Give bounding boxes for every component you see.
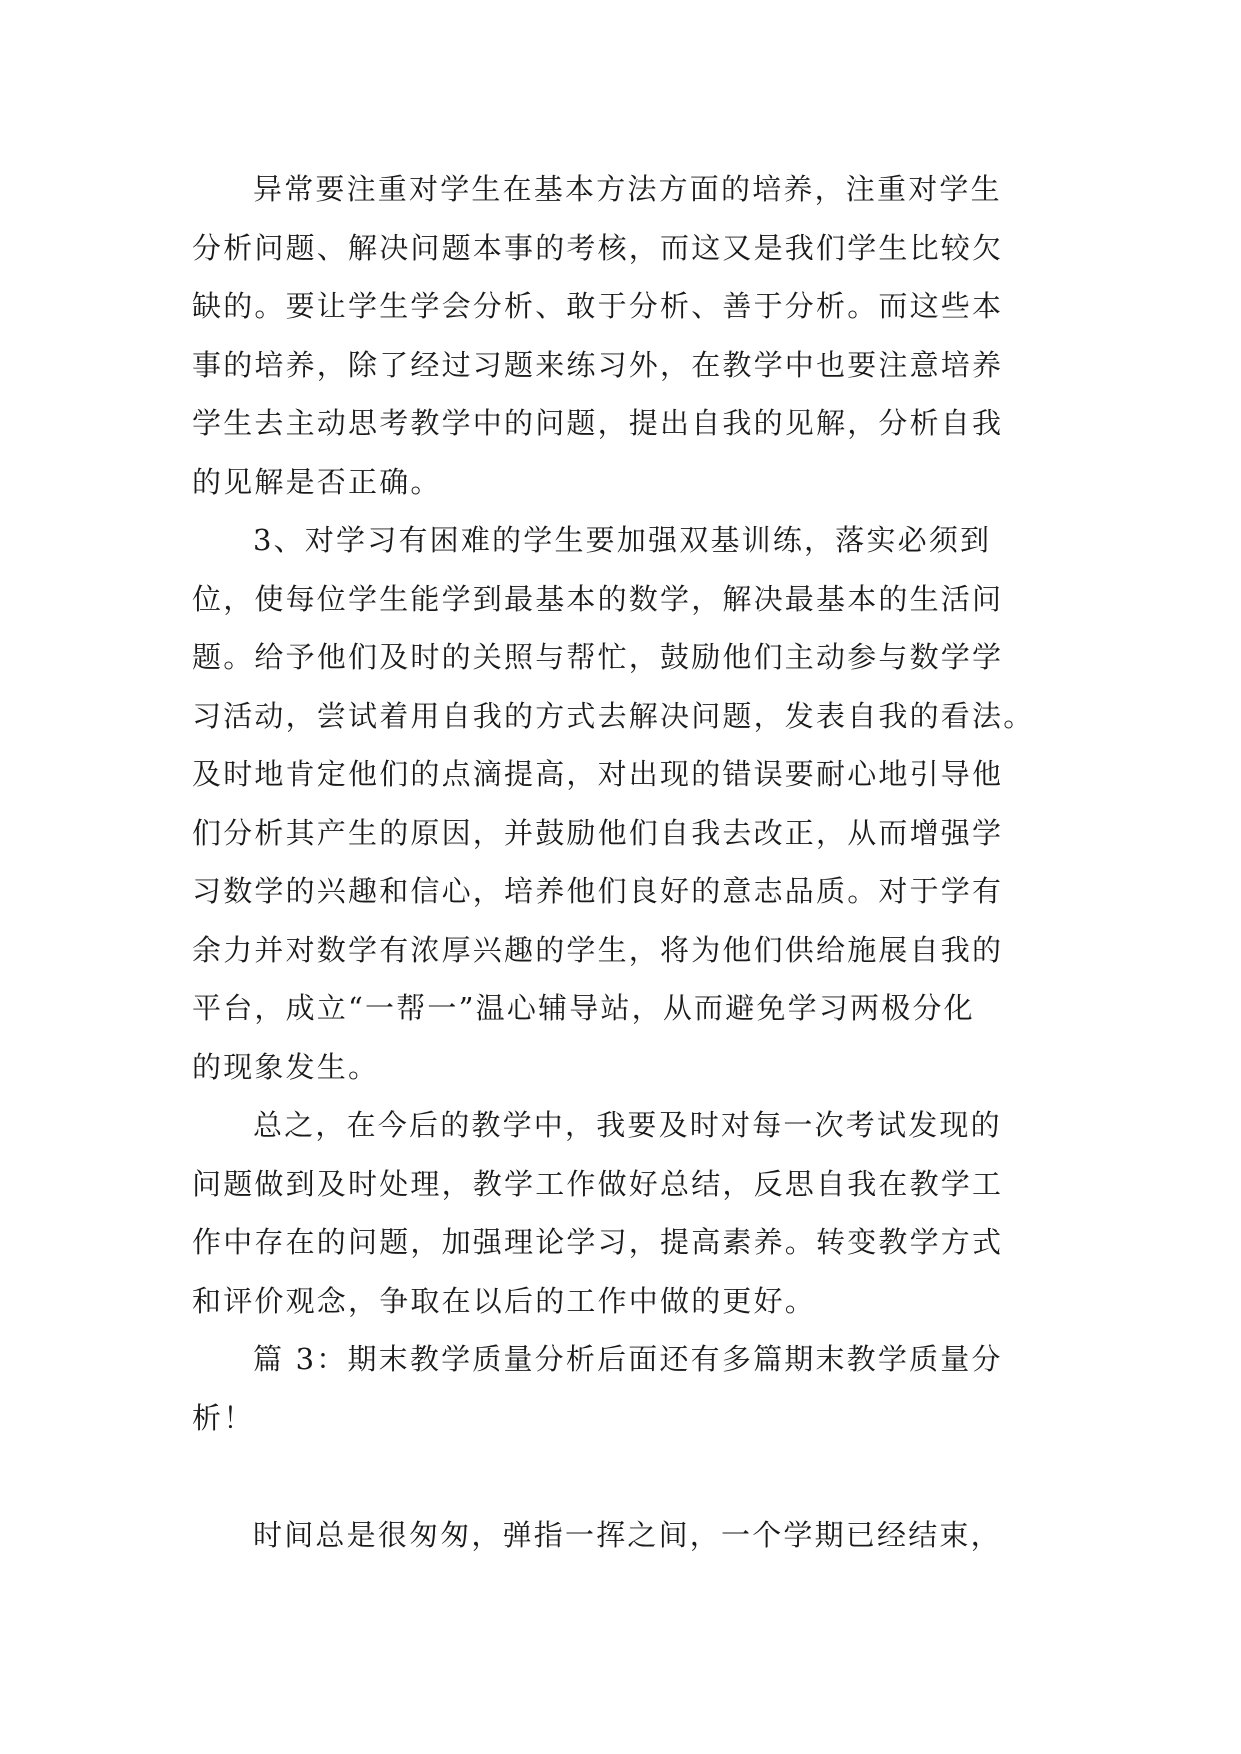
- text-line: 总之，在今后的教学中，我要及时对每一次考试发现的: [253, 1108, 1002, 1142]
- text-line: 余力并对数学有浓厚兴趣的学生，将为他们供给施展自我的: [192, 932, 1004, 967]
- text-line: 们分析其产生的原因，并鼓励他们自我去改正，从而增强学: [192, 815, 1004, 850]
- text-line: 缺的。要让学生学会分析、敢于分析、善于分析。而这些本: [192, 289, 1004, 323]
- text-line: 位，使每位学生能学到最基本的数学，解决最基本的生活问: [192, 581, 1004, 616]
- document-body: [192, 160, 1052, 1564]
- paragraph-5: [192, 1506, 1052, 1565]
- text-line: 时间总是很匆匆，弹指一挥之间，一个学期已经结束，: [253, 1517, 1002, 1552]
- blank-line: [192, 1447, 1052, 1506]
- text-line: 习数学的兴趣和信心，培养他们良好的意志品质。对于学有: [192, 874, 1004, 908]
- text-line: 的见解是否正确。: [192, 464, 442, 499]
- text-line: 异常要注重对学生在基本方法方面的培养，注重对学生: [253, 172, 1002, 206]
- text-line: 学生去主动思考教学中的问题，提出自我的见解，分析自我: [192, 406, 1004, 440]
- text-line: 习活动，尝试着用自我的方式去解决问题，发表自我的看法。: [192, 698, 1035, 733]
- text-line: 问题做到及时处理，教学工作做好总结，反思自我在教学工: [192, 1166, 1004, 1201]
- text-line: 及时地肯定他们的点滴提高，对出现的错误要耐心地引导他: [192, 757, 1004, 791]
- paragraph-1: [192, 160, 1052, 511]
- text-line: 事的培养，除了经过习题来练习外，在教学中也要注意培养: [192, 347, 1004, 382]
- text-line: 分析问题、解决问题本事的考核，而这又是我们学生比较欠: [192, 230, 1004, 265]
- text-line: 作中存在的问题，加强理论学习，提高素养。转变教学方式: [192, 1225, 1004, 1259]
- text-line: 的现象发生。: [192, 1049, 380, 1084]
- text-line: 3、对学习有困难的学生要加强双基训练，落实必须到: [253, 523, 992, 557]
- text-line: 析！: [192, 1400, 255, 1435]
- text-line: 和评价观念，争取在以后的工作中做的更好。: [192, 1283, 817, 1318]
- paragraph-2: [192, 511, 1052, 1096]
- text-line: 篇 3：期末教学质量分析后面还有多篇期末教学质量分: [253, 1342, 1003, 1376]
- paragraph-4: [192, 1330, 1052, 1447]
- text-line: 平台，成立“一帮一”温心辅导站，从而避免学习两极分化: [192, 991, 975, 1025]
- text-line: 题。给予他们及时的关照与帮忙，鼓励他们主动参与数学学: [192, 640, 1004, 674]
- paragraph-3: [192, 1096, 1052, 1330]
